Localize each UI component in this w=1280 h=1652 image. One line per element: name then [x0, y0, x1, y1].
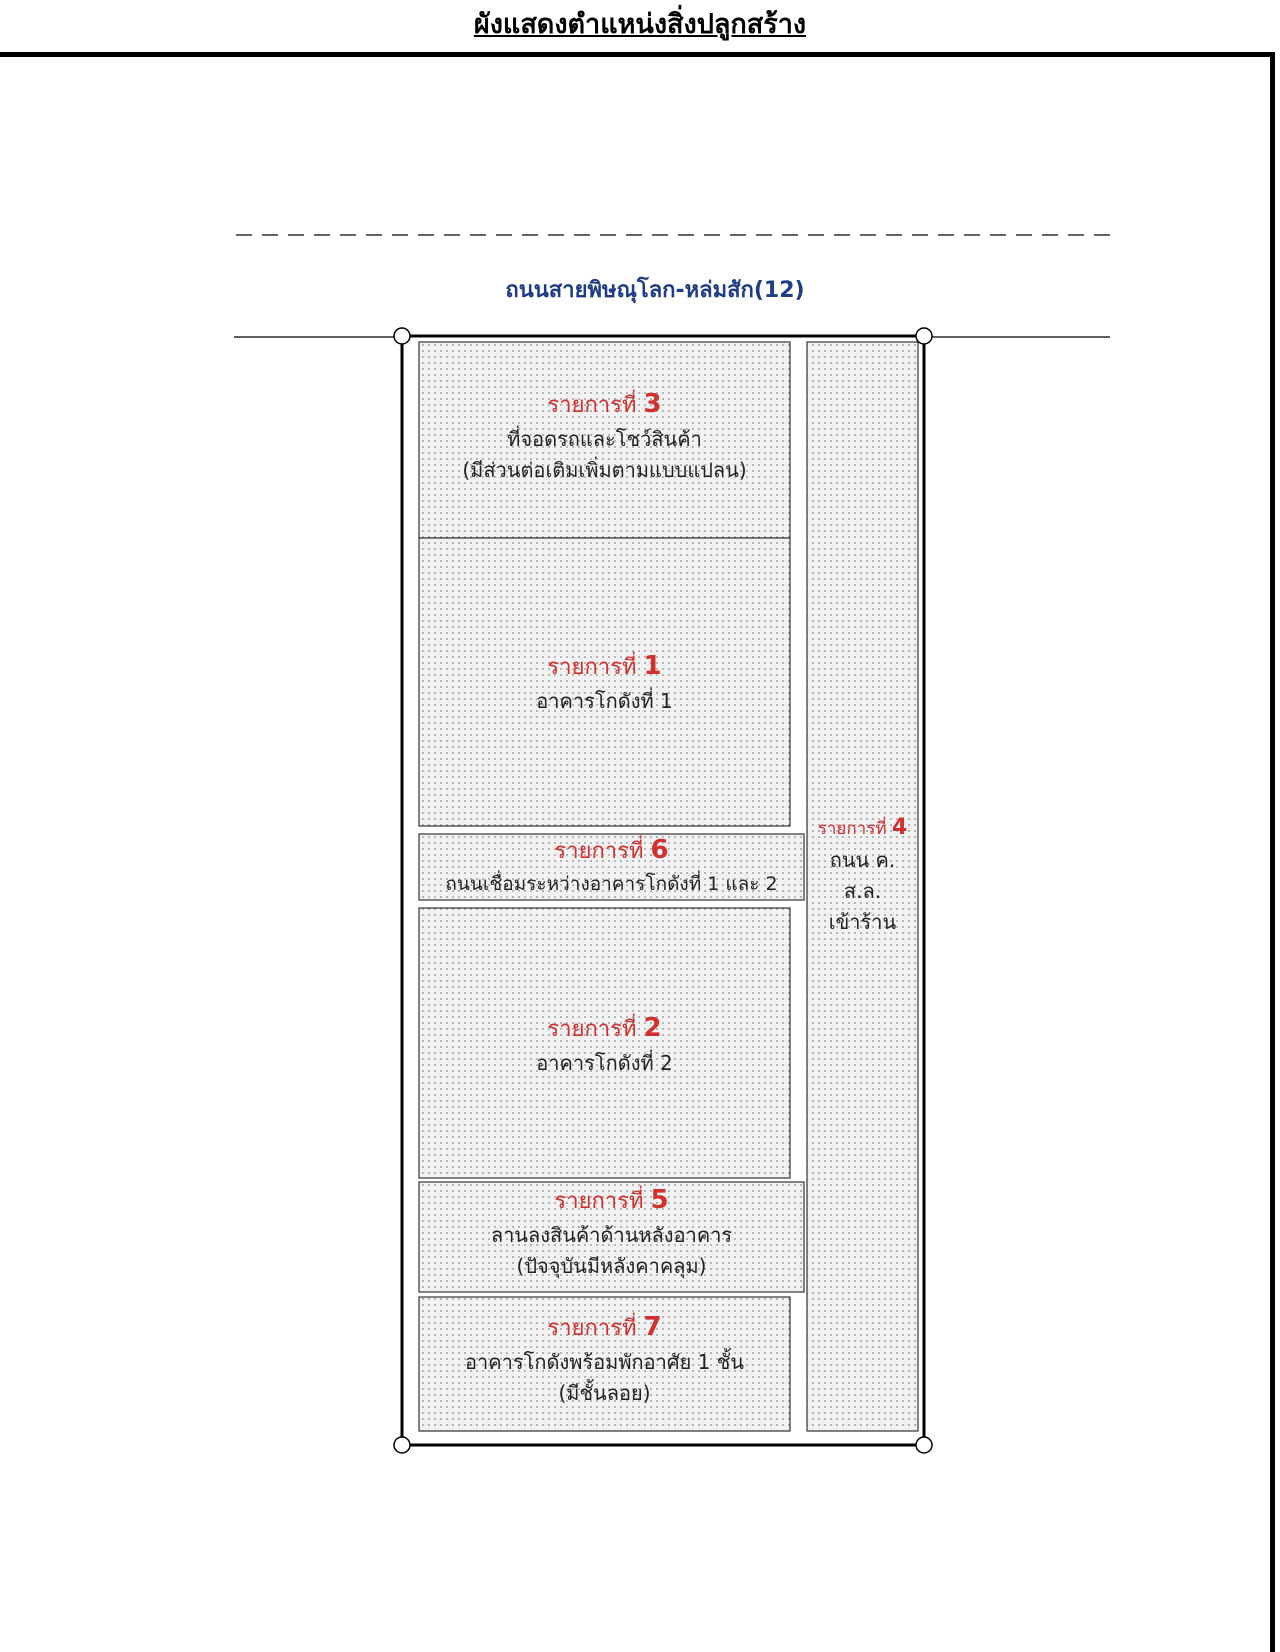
item5-label	[419, 1180, 804, 1282]
item5-desc-1: ลานลงสินค้าด้านหลังอาคาร	[490, 1223, 733, 1248]
item4-desc-3: เข้าร้าน	[828, 910, 897, 935]
item2-desc-1: อาคารโกดังที่ 2	[536, 1051, 673, 1076]
item2-number: 2	[643, 1013, 662, 1043]
item1-label-text: รายการที่	[547, 655, 637, 680]
item5-label-text: รายการที่	[554, 1189, 644, 1214]
item7-number: 7	[643, 1312, 662, 1342]
item4-label	[807, 811, 918, 938]
item7-label-text: รายการที่	[547, 1316, 637, 1341]
corner-marker	[394, 328, 410, 344]
item1-number: 1	[643, 651, 662, 681]
item6-desc-1: ถนนเชื่อมระหว่างอาคารโกดังที่ 1 และ 2	[445, 873, 778, 896]
item3-desc-1: ที่จอดรถและโชว์สินค้า	[507, 427, 702, 452]
item2-label-text: รายการที่	[547, 1017, 637, 1042]
item5-desc-2: (ปัจจุบันมีหลังคาคลุม)	[516, 1254, 707, 1279]
item3-desc-2: (มีส่วนต่อเติมเพิ่มตามแบบแปลน)	[462, 458, 747, 483]
item4-label-text: รายการที่	[817, 819, 887, 839]
item3-label-text: รายการที่	[547, 393, 637, 418]
item4-number: 4	[891, 815, 908, 840]
item4-desc-2: ส.ล.	[843, 879, 882, 904]
item6-label-text: รายการที่	[554, 839, 644, 864]
item7-label	[419, 1307, 790, 1409]
item4-desc-1: ถนน ค.	[829, 848, 896, 873]
page-title: ผังแสดงตำแหน่งสิ่งปลูกสร้าง	[473, 9, 807, 40]
item7-desc-1: อาคารโกดังพร้อมพักอาศัย 1 ชั้น	[465, 1350, 744, 1375]
road-name: ถนนสายพิษณุโลก-หล่มสัก(12)	[505, 278, 805, 303]
item2-label	[419, 1008, 790, 1079]
item6-number: 6	[650, 835, 669, 865]
item1-desc-1: อาคารโกดังที่ 1	[536, 689, 673, 714]
item5-number: 5	[650, 1185, 669, 1215]
corner-marker	[916, 1437, 932, 1453]
corner-marker	[916, 328, 932, 344]
item3-number: 3	[643, 389, 662, 419]
item1-label	[419, 646, 790, 717]
item6-label	[419, 830, 804, 900]
item7-desc-2: (มีชั้นลอย)	[558, 1381, 651, 1406]
corner-marker	[394, 1437, 410, 1453]
item3-label	[419, 384, 790, 486]
